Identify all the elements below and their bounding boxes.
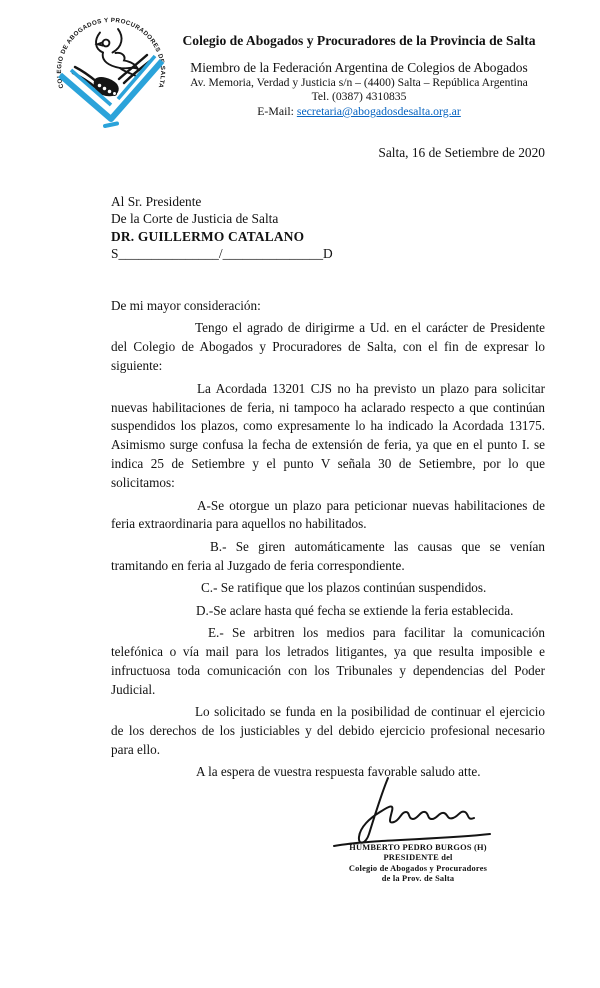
email-label: E-Mail: bbox=[257, 104, 297, 118]
body-paragraph: La Acordada 13201 CJS no ha previsto un plazo para solicitar nuevas habilitaciones de feria, ni tampoco ha aclarado respecto a que continúan suspendidos los plazos, como expresamente lo ha indicado la Acordada 13175. Asimismo surge confusa la fecha de extensión de feria, ya que en el punto I. se indica 25 de Setiembre y el punto V señala 30 de Setiembre, por lo que solicitamos: bbox=[111, 380, 545, 491]
body-paragraph-item-e: E.- Se arbitren los medios para facilitar la comunicación telefónica o vía mail para los letrados litigantes, ya que resulta imposible e infructuosa toda comunicación con los Tribunales y dependencias del Poder Judicial. bbox=[111, 625, 545, 697]
address-line: Av. Memoria, Verdad y Justicia s/n – (4400) Salta – República Argentina bbox=[190, 76, 528, 89]
closing-line: A la espera de vuestra respuesta favorable saludo atte. bbox=[196, 764, 481, 780]
recipient-name: DR. GUILLERMO CATALANO bbox=[111, 228, 305, 244]
salutation: De mi mayor consideración: bbox=[111, 298, 261, 313]
membership-line: Miembro de la Federación Argentina de Colegios de Abogados bbox=[190, 60, 528, 75]
body-paragraph: Tengo el agrado de dirigirme a Ud. en el carácter de Presidente del Colegio de Abogados y Procuradores de Salta, con el fin de expresar lo siguiente: bbox=[111, 320, 545, 374]
letterhead bbox=[168, 33, 550, 118]
recipient-block bbox=[111, 193, 333, 262]
date-line: Salta, 16 de Setiembre de 2020 bbox=[378, 145, 545, 160]
organization-logo bbox=[50, 12, 172, 138]
recipient-line: Al Sr. Presidente bbox=[111, 194, 202, 209]
signature-block bbox=[328, 843, 508, 885]
body-paragraph-item-a: A-Se otorgue un plazo para peticionar nuevas habilitaciones de feria extraordinaria para aquellos no habilitados. bbox=[111, 497, 545, 532]
email-link[interactable]: secretaria@abogadosdesalta.org.ar bbox=[296, 104, 461, 118]
signer-org: de la Prov. de Salta bbox=[381, 874, 455, 884]
body-paragraph: Lo solicitado se funda en la posibilidad de continuar el ejercicio de los derechos de los justiciables y del debido ejercicio profesional necesario para ello. bbox=[111, 704, 545, 757]
logo-arc-text: COLEGIO DE ABOGADOS Y PROCURADORES DE SALTA bbox=[55, 16, 167, 90]
letter-body bbox=[111, 297, 545, 786]
email-line bbox=[168, 104, 550, 118]
body-paragraph-item-d: D.-Se aclare hasta qué fecha se extiende la feria establecida. bbox=[196, 602, 514, 618]
body-paragraph-item-b: B.- Se giren automáticamente las causas que se venían tramitando en feria al Juzgado de feria correspondiente. bbox=[111, 538, 545, 573]
recipient-sd-line: S_______________/_______________D bbox=[111, 245, 333, 261]
signer-name: HUMBERTO PEDRO BURGOS (H) bbox=[349, 843, 487, 852]
signer-org: Colegio de Abogados y Procuradores bbox=[348, 863, 488, 873]
body-paragraph-item-c: C.- Se ratifique que los plazos continúan suspendidos. bbox=[201, 580, 487, 596]
organization-title: Colegio de Abogados y Procuradores de la Provincia de Salta bbox=[182, 33, 536, 48]
signature-scribble bbox=[328, 772, 496, 850]
recipient-line: De la Corte de Justicia de Salta bbox=[111, 211, 279, 227]
phone-line: Tel. (0387) 4310835 bbox=[311, 90, 407, 103]
signer-role: PRESIDENTE del bbox=[383, 853, 453, 863]
